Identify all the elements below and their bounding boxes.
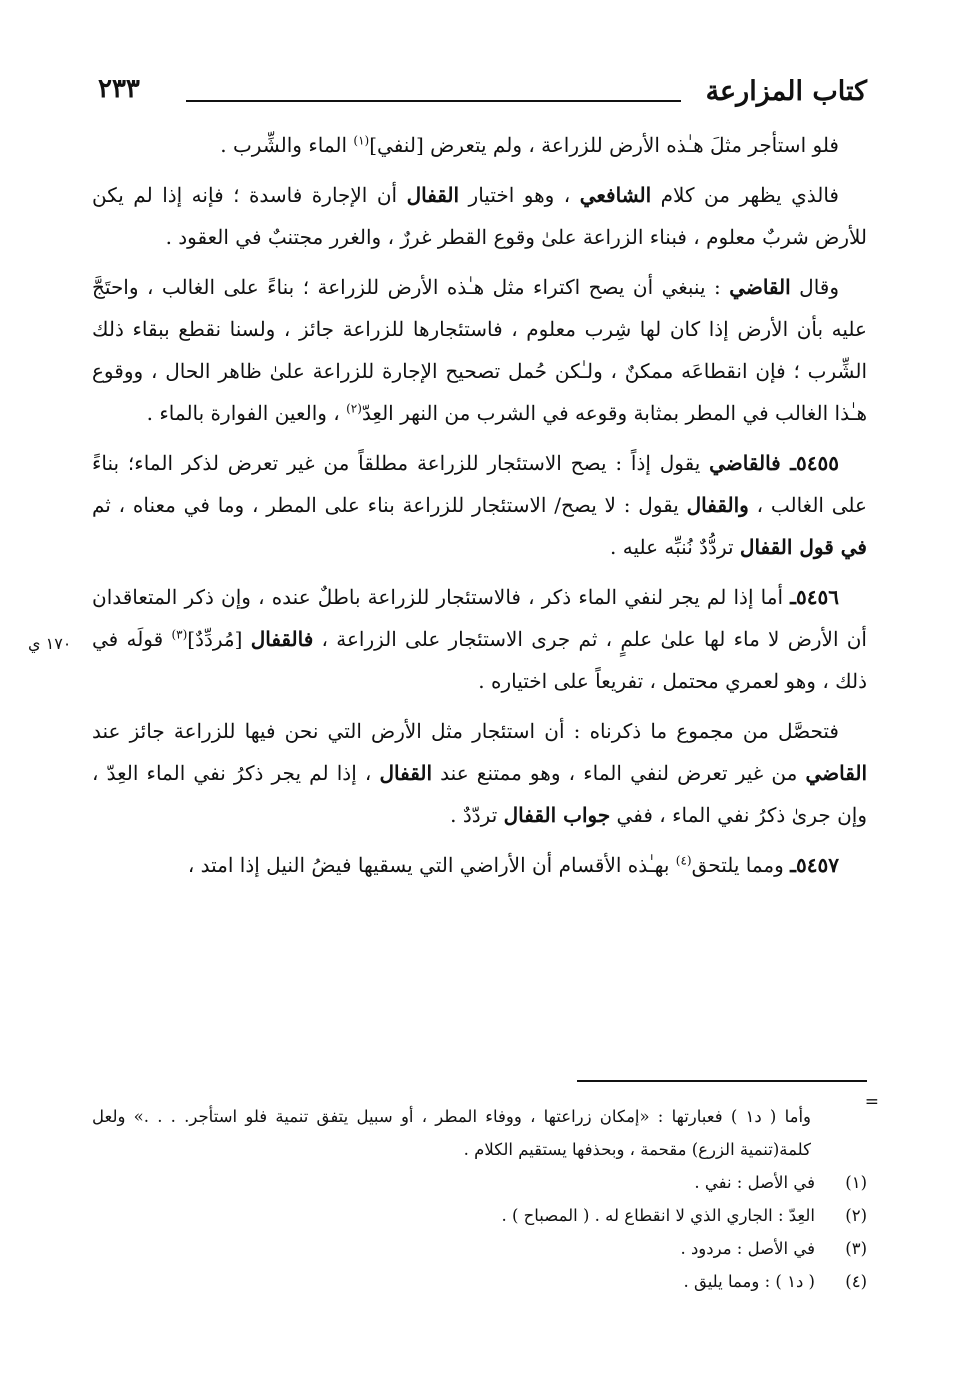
section-number: ٥٤٥٦ـ — [790, 585, 839, 609]
footnote-text: في الأصل : مردود . — [680, 1239, 815, 1258]
paragraph-5456: ٥٤٥٦ـ أما إذا لم يجر لنفي الماء ذكر ، فالاستئجار للزراعة باطلٌ عنده ، وإن ذكر المتعاقدان أن الأرض لا ماء لها علىٰ علمٍ ، ثم جرى الاستئجار على الزراعة ، فالقفال [مُردِّدٌ]$^{(٣)}$ قولَه في ذلك ، وهو لعمري محتمل ، تفريعاً على اختياره . — [92, 585, 867, 693]
header-rule — [186, 100, 681, 102]
name-qaffal: فالقفال — [250, 627, 314, 651]
name-qadi: القاضي — [805, 761, 868, 785]
footnote-4 — [92, 1265, 867, 1298]
footnote-ref-1: (١) — [353, 133, 370, 148]
paragraph-summary: فتحصَّل من مجموع ما ذكرناه : أن استئجار مثل الأرض التي نحن فيها للزراعة جائز عند القاضي من غير تعرض لنفي الماء ، وهو ممتنع عند القفال ، إذا لم يجر ذكرُ نفي الماء العِدّ ، وإن جرىٰ ذكرُ نفي الماء ، ففي جواب القفال تردّدٌ . — [92, 719, 868, 827]
manuscript-folio-note: ١٧٠ ي — [28, 634, 72, 653]
name-qaffal: القفال — [379, 761, 433, 785]
footnote-2 — [92, 1199, 867, 1232]
section-number: ٥٤٥٥ـ — [790, 451, 839, 475]
paragraph-5455: ٥٤٥٥ـ فالقاضي يقول إذاً : يصح الاستئجار للزراعة مطلقاً من غير تعرض لذكر الماء؛ بناءً على الغالب ، والقفال يقول : لا يصح/ الاستئجار للزراعة بناء على المطر ، وما في معناه ، ثم في قول القفال تردُّدٌ نُنبِّه عليه . — [92, 451, 867, 559]
paragraph-1: فلو استأجر مثلَ هـٰذه الأرض للزراعة ، ولم يتعرض [لنفي]$^{(١)}$ الماء والشِّرب . — [220, 133, 839, 157]
name-qaffal: القفال — [406, 183, 460, 207]
chapter-title: كتاب المزارعة — [705, 76, 867, 107]
footnote-continuation: وأما ( د١ ) فعبارتها : «إمكان زراعتها ، ووفاء المطر ، أو سبيل يتفق تنمية فلو استأجر. . . .» ولعل كلمة(تنمية الزرع) مقحمة ، وبحذفها يستقيم الكلام . — [92, 1107, 811, 1159]
footnote-separator — [577, 1080, 867, 1082]
qaffal-answer: جواب القفال — [503, 803, 611, 827]
footnote-mark: (٢) — [845, 1206, 867, 1225]
running-header — [98, 72, 867, 116]
footnote-ref-4: (٤) — [675, 853, 692, 868]
footnote-text: ( د١ ) : ومما يليق . — [683, 1272, 815, 1291]
name-shafii: الشافعي — [579, 183, 652, 207]
footnote-mark: (١) — [845, 1173, 867, 1192]
continuation-mark: = — [864, 1092, 879, 1112]
paragraph-2: فالذي يظهر من كلام الشافعي ، وهو اختيار القفال أن الإجارة فاسدة ؛ فإنه إذا لم يكن للأرض شربٌ معلوم ، فبناء الزراعة علىٰ وقوع القطر غررٌ ، والغرر مجتنبٌ في العقود . — [92, 183, 867, 249]
footnotes — [92, 1100, 867, 1298]
name-qadi: فالقاضي — [709, 451, 791, 475]
name-qadi: القاضي — [729, 275, 791, 299]
footnote-text: في الأصل : نفي . — [694, 1173, 815, 1192]
paragraph-3: وقال القاضي : ينبغي أن يصح اكتراء مثل هـٰذه الأرض للزراعة ؛ بناءً على الغالب ، واحتَجَّ عليه بأن الأرض إذا كان لها شِرب معلوم ، فاستئجارها للزراعة جائز ، ولسنا نقطع ببقاء ذلك الشِّرب ؛ فإن انقطاعَه ممكنٌ ، ولـٰكن حُمل تصحيح الإجارة للزراعة علىٰ ظاهر الحال ، ووقوع هـٰذا الغالب في المطر بمثابة وقوعه في الشرب من النهر العِدّ$^{(٢)}$ ، والعين الفوارة بالماء . — [92, 275, 867, 425]
footnote-mark: (٣) — [845, 1239, 867, 1258]
page-number: ٢٣٣ — [98, 74, 140, 104]
footnote-ref-3: (٣) — [171, 627, 188, 642]
section-number: ٥٤٥٧ـ — [790, 853, 839, 877]
footnote-mark: (٤) — [845, 1272, 867, 1291]
qaffal-opinion: في قول القفال — [739, 535, 867, 559]
paragraph-5457: ٥٤٥٧ـ ومما يلتحق$^{(٤)}$ بهـٰذه الأقسام أن الأراضي التي يسقيها فيضُ النيل إذا امتد ، — [187, 853, 839, 877]
main-text — [92, 124, 867, 894]
footnote-text: العِدّ : الجاري الذي لا انقطاع له . ( المصباح ) . — [501, 1206, 815, 1225]
name-qaffal: والقفال — [686, 493, 749, 517]
footnote-3 — [92, 1232, 867, 1265]
footnote-ref-2: (٢) — [346, 401, 362, 416]
footnote-1 — [92, 1166, 867, 1199]
